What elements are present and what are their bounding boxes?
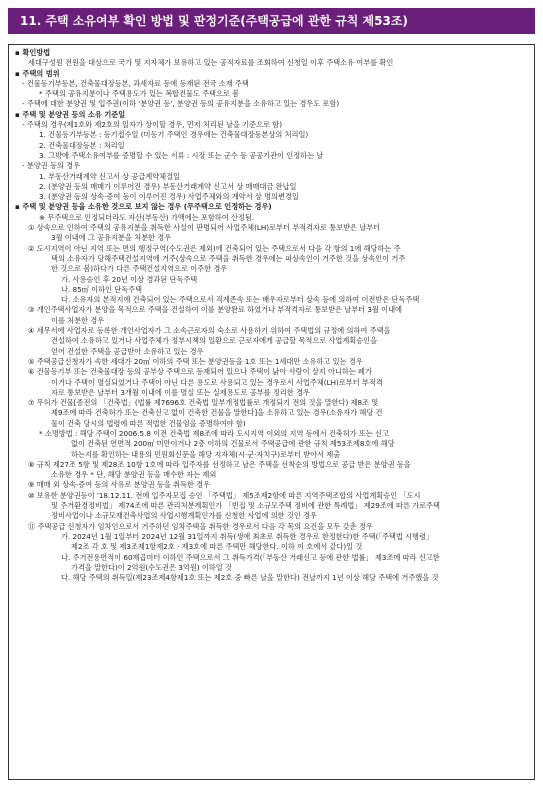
section-heading: ▪ 주택 및 분양권 등의 소유 기준일 [15,109,126,119]
text-line: 제2조 각 호 및 제3조제1항제2호 · 제3호에 따른 주택만 해당한다. 이하 이 호에서 같다)일 것 [71,542,363,552]
text-line: ※ 무주택으로 인정되더라도 자산(부동산) 가액에는 포함하여 산정됨. [39,212,255,222]
text-line: ③ 개인주택사업자가 분양을 목적으로 주택을 건설하여 이를 분양완료 하였거나 부적격자로 통보받은 날부터 3월 이내에 [28,305,402,315]
text-line: 2. (분양권 등의 매매가 이루어진 경우) 부동산거래계약 신고서 상 매매대금 완납일 [39,181,297,191]
text-line: ① 상속으로 인하여 주택의 공유지분을 취득한 사실이 판명되어 사업주체(LH)로부터 부적격자로 통보받은 날부터 [28,223,381,233]
section-heading: ▪ 주택 및 분양권 등을 소유한 것으로 보지 않는 경우 (무주택으로 인정하는 경우) [15,202,272,212]
text-line: 3. 그밖에 주택소유여부를 증명할 수 있는 서류 : 시장 또는 군수 등 공공기관이 인정하는 날 [39,150,324,160]
text-line: 건설하여 소유하고 있거나 사업주체가 정부시책의 일환으로 근로자에게 공급할 목적으로 사업계획승인을 [51,336,378,346]
text-line: * 주택의 공유지분이나 주택용도가 있는 복합건물도 주택으로 봄 [39,89,240,99]
text-line: 자로 통보받은 날부터 3개월 이내에 이를 멸실 또는 실제용도로 공부를 정리한 경우 [51,387,310,397]
page-title: 11. 주택 소유여부 확인 방법 및 판정기준(주택공급에 관한 규칙 제53조) [8,8,535,34]
text-line: ⑨ 매매 외 상속·증여 등의 사유로 분양권 등을 취득한 경우 [28,480,211,490]
text-line: - 주택의 경우(제1호와 제2호의 일자가 상이할 경우, 먼저 처리된 날을 기준으로 함) [22,120,283,130]
text-line: ⑤ 주택공급신청자가 속한 세대가 20㎡ 이하의 주택 또는 분양권등을 1호 또는 1세대만 소유하고 있는 경우 [28,356,363,366]
text-line: ⑥ 건물등기부 또는 건축물대장 등의 공부상 주택으로 등재되어 있으나 주택이 낡아 사람이 살지 아니하는 폐가 [28,367,372,377]
text-line: 이를 처분한 경우 [51,315,105,325]
text-line: 제9조에 따라 건축허가 또는 건축신고 없이 건축한 건물을 말한다]을 소유하고 있는 경우(소유자가 해당 건 [51,408,383,418]
text-line: 가격을 말한다)이 2억원(수도권은 3억원) 이하일 것 [71,562,232,572]
text-line: ⑩ 보유한 분양권등이 '18.12.11. 전에 입주자모집 승인 「주택법」 제5조제2항에 따른 지역주택조합의 사업계획승인 「도시 [28,490,421,500]
text-line: * 소명방법 : 해당 주택이 2006.5.8 이전 건축법 제8조에 따라 도시지역 이외의 지역 등에서 건축허가 또는 신고 [39,428,389,438]
text-line: - 주택에 대한 분양권 및 입주권(이하 '분양권 등', 분양권 등의 공유지분을 소유하고 있는 경우도 포함) [22,99,340,109]
document-body [8,44,535,780]
text-line: 나. 주거전용면적이 60제곱미터 이하인 주택으로서 그 취득가격(「부동산 거래신고 등에 관한 법률」 제3조에 따라 신고한 [61,552,440,562]
text-line: 1. 건물등기부등본 : 등기접수일 (미등기 주택인 경우에는 건축물대장등본상의 처리일) [39,130,309,140]
text-line: 소유한 경우 * 단, 해당 분양권 등을 매수한 자는 제외 [51,470,217,480]
text-line: 3월 이내에 그 공유지분을 처분한 경우 [51,233,172,243]
text-line: 물이 건축 당시의 법령에 따른 적법한 건물임을 증명하여야 함) [51,418,246,428]
text-line: 없이 건축된 연면적 200㎡ 미만이거나 2층 이하의 건물로서 주택공급에 관한 규칙 제53조제8호에 해당 [71,439,395,449]
text-line: 얻어 건설한 주택을 공급받아 소유하고 있는 경우 [51,346,204,356]
text-line: 나. 85㎡ 이하인 단독주택 [61,284,143,294]
text-line: 세대구성원 전원을 대상으로 국가 및 지자체가 보유하고 있는 공적자료를 조회하여 신청일 이후 주택소유 여부를 확인 [28,58,394,68]
text-line: 및 주거환경정비법」 제74조에 따른 관리처분계획인가 「빈집 및 소규모주택 정비에 관한 특례법」 제29조에 따른 가로주택 [51,501,440,511]
text-line: 2. 건축물대장등본 : 처리일 [39,140,125,150]
text-line: 가. 사용승인 후 20년 이상 경과된 단독주택 [61,274,198,284]
text-line: 1. 부동산거래계약 신고서 상 공급계약체결일 [39,171,180,181]
text-line: 이거나 주택이 멸실되었거나 주택이 아닌 다른 용도로 사용되고 있는 경우로서 사업주체(LH)로부터 부적격 [51,377,383,387]
section-heading: ▪ 확인방법 [15,48,51,57]
text-line: - 분양권 등의 경우 [22,161,81,171]
text-line: ④ 세무서에 사업자로 등록한 개인사업자가 그 소속근로자의 숙소로 사용하기 위하여 주택법의 규정에 의하여 주택을 [28,326,391,336]
section-heading: ▪ 주택의 범위 [15,68,60,78]
text-line: 하는지를 확인하는 내용의 민원회신문을 해당 지자체(시·군·자치구)로부터 받아서 제출 [71,449,341,459]
text-line: ⑧ 규칙 제27조 5항 및 제28조 10항 1호에 따라 입주자를 선정하고 남은 주택을 선착순의 방법으로 공급 받은 분양권 등을 [28,459,411,469]
text-line: 정비사업이나 소규모재건축사업의 사업시행계획인가를 신청한 사업에 의한 것인 경우 [51,511,317,521]
text-line: 3. (분양권 등의 상속·증여 등이 이루어진 경우) 사업주체와의 계약서 상 명의변경일 [39,192,299,202]
text-line: 한 것으로 봄)하다가 다른 주택건설지역으로 이주한 경우 [51,264,228,274]
text-line: 택의 소유자가 당해주택건설지역에 거주(상속으로 주택을 취득한 경우에는 피상속인이 거주한 것을 상속인이 거주 [51,253,406,263]
text-line: ⑦ 무허가 건물[종전의 「건축법」(법률 제7696호 건축법 일부개정법률로 개정되기 전의 것을 말한다) 제8조 및 [28,398,379,408]
text-line: - 건물등기부등본, 건축물대장등본, 과세자료 등에 등재된 전국 소재 주택 [22,78,249,88]
text-line: 다. 해당 주택의 취득일(제23조제4항제1호 또는 제2호 중 빠른 날을 말한다) 전날까지 1년 이상 해당 주택에 거주했을 것 [61,573,439,583]
text-line: 가. 2024년 1월 1일부터 2024년 12월 31일까지 취득(생애 최초로 취득한 경우로 한정한다)한 주택(「주택법 시행령」 [61,531,434,541]
text-line: ⑪ 주택공급 신청자가 임차인으로서 거주하던 임차주택을 취득한 경우로서 다음 각 목의 요건을 모두 갖춘 경우 [28,521,373,531]
text-line: 다. 소유자의 본적지에 건축되어 있는 주택으로서 직계존속 또는 배우자로부터 상속 등에 의하여 이전받은 단독주택 [61,295,420,305]
text-line: ② 도시지역이 아닌 지역 또는 면의 행정구역(수도권은 제외)에 건축되어 있는 주택으로서 다음 각 항의 1에 해당하는 주 [28,243,401,253]
